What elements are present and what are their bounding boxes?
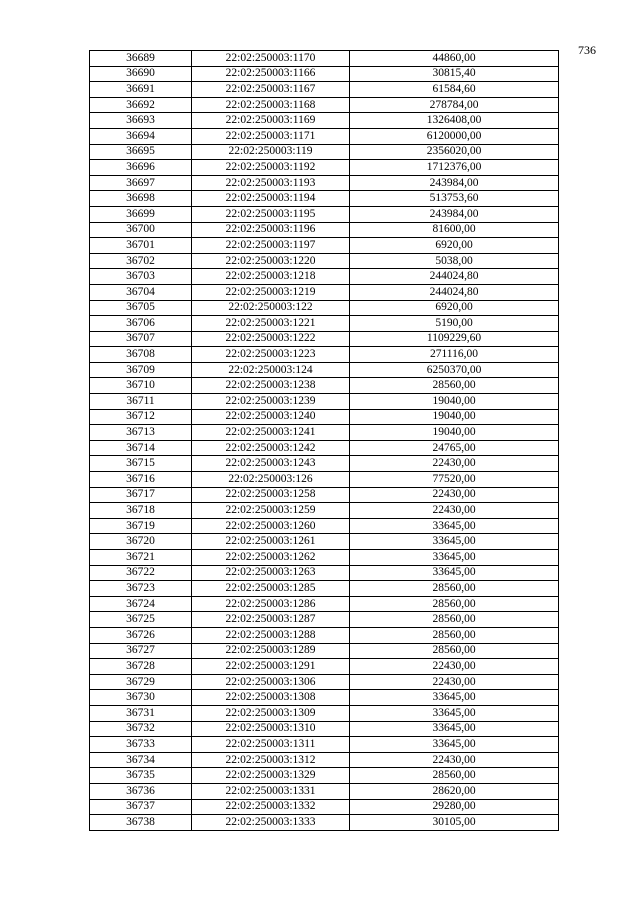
record-number-cell: 36726 — [90, 627, 192, 643]
table-row — [90, 737, 559, 753]
table-row — [90, 674, 559, 690]
record-number-cell: 36699 — [90, 206, 192, 222]
cadastral-value-cell: 6120000,00 — [350, 128, 559, 144]
record-number-cell: 36698 — [90, 191, 192, 207]
cadastral-number-cell: 22:02:250003:1291 — [192, 659, 350, 675]
record-number-cell: 36725 — [90, 612, 192, 628]
record-number-cell: 36735 — [90, 768, 192, 784]
cadastral-value-cell: 33645,00 — [350, 550, 559, 566]
cadastral-value-cell: 244024,80 — [350, 269, 559, 285]
record-number-cell: 36734 — [90, 752, 192, 768]
cadastral-number-cell: 22:02:250003:1219 — [192, 284, 350, 300]
cadastral-number-cell: 22:02:250003:1261 — [192, 534, 350, 550]
cadastral-number-cell: 22:02:250003:1242 — [192, 440, 350, 456]
table-row — [90, 550, 559, 566]
cadastral-value-cell: 2356020,00 — [350, 144, 559, 160]
record-number-cell: 36691 — [90, 82, 192, 98]
cadastral-value-cell: 19040,00 — [350, 409, 559, 425]
cadastral-value-cell: 6920,00 — [350, 300, 559, 316]
table-row — [90, 612, 559, 628]
cadastral-value-cell: 81600,00 — [350, 222, 559, 238]
table-row — [90, 160, 559, 176]
table-row — [90, 783, 559, 799]
cadastral-number-cell: 22:02:250003:119 — [192, 144, 350, 160]
table-row — [90, 362, 559, 378]
table-row — [90, 721, 559, 737]
page-number: 736 — [578, 43, 596, 57]
cadastral-value-cell: 28560,00 — [350, 612, 559, 628]
cadastral-number-cell: 22:02:250003:1221 — [192, 316, 350, 332]
cadastral-value-cell: 22430,00 — [350, 487, 559, 503]
cadastral-value-cell: 6920,00 — [350, 238, 559, 254]
record-number-cell: 36732 — [90, 721, 192, 737]
cadastral-value-cell: 28560,00 — [350, 643, 559, 659]
cadastral-number-cell: 22:02:250003:1289 — [192, 643, 350, 659]
cadastral-value-cell: 22430,00 — [350, 752, 559, 768]
cadastral-value-cell: 28620,00 — [350, 783, 559, 799]
cadastral-value-cell: 61584,60 — [350, 82, 559, 98]
table-row — [90, 222, 559, 238]
cadastral-value-cell: 22430,00 — [350, 503, 559, 519]
cadastral-number-cell: 22:02:250003:1169 — [192, 113, 350, 129]
record-number-cell: 36715 — [90, 456, 192, 472]
record-number-cell: 36729 — [90, 674, 192, 690]
cadastral-value-cell: 30105,00 — [350, 815, 559, 831]
cadastral-number-cell: 22:02:250003:1329 — [192, 768, 350, 784]
table-row — [90, 66, 559, 82]
table-row — [90, 269, 559, 285]
record-number-cell: 36696 — [90, 160, 192, 176]
cadastral-value-cell: 278784,00 — [350, 97, 559, 113]
record-number-cell: 36700 — [90, 222, 192, 238]
table-row — [90, 503, 559, 519]
cadastral-value-cell: 1326408,00 — [350, 113, 559, 129]
cadastral-value-cell: 244024,80 — [350, 284, 559, 300]
cadastral-number-cell: 22:02:250003:1332 — [192, 799, 350, 815]
record-number-cell: 36693 — [90, 113, 192, 129]
cadastral-number-cell: 22:02:250003:1220 — [192, 253, 350, 269]
table-row — [90, 705, 559, 721]
cadastral-number-cell: 22:02:250003:1258 — [192, 487, 350, 503]
record-number-cell: 36737 — [90, 799, 192, 815]
table-row — [90, 815, 559, 831]
table-row — [90, 51, 559, 67]
cadastral-value-cell: 28560,00 — [350, 596, 559, 612]
table-row — [90, 565, 559, 581]
table-row — [90, 643, 559, 659]
record-number-cell: 36727 — [90, 643, 192, 659]
cadastral-value-cell: 22430,00 — [350, 674, 559, 690]
table-row — [90, 97, 559, 113]
record-number-cell: 36709 — [90, 362, 192, 378]
record-number-cell: 36722 — [90, 565, 192, 581]
record-number-cell: 36707 — [90, 331, 192, 347]
table-row — [90, 799, 559, 815]
cadastral-value-cell: 33645,00 — [350, 518, 559, 534]
table-row — [90, 128, 559, 144]
cadastral-value-cell: 28560,00 — [350, 378, 559, 394]
table-row — [90, 331, 559, 347]
table-row — [90, 456, 559, 472]
cadastral-number-cell: 22:02:250003:1310 — [192, 721, 350, 737]
cadastral-number-cell: 22:02:250003:1331 — [192, 783, 350, 799]
cadastral-value-cell: 33645,00 — [350, 721, 559, 737]
record-number-cell: 36695 — [90, 144, 192, 160]
cadastral-number-cell: 22:02:250003:1197 — [192, 238, 350, 254]
record-number-cell: 36731 — [90, 705, 192, 721]
table-row — [90, 659, 559, 675]
record-number-cell: 36694 — [90, 128, 192, 144]
cadastral-number-cell: 22:02:250003:1192 — [192, 160, 350, 176]
cadastral-number-cell: 22:02:250003:1168 — [192, 97, 350, 113]
record-number-cell: 36711 — [90, 394, 192, 410]
record-number-cell: 36689 — [90, 51, 192, 67]
cadastral-value-cell: 5038,00 — [350, 253, 559, 269]
record-number-cell: 36701 — [90, 238, 192, 254]
cadastral-value-cell: 28560,00 — [350, 627, 559, 643]
registry-table — [89, 50, 559, 831]
cadastral-value-cell: 243984,00 — [350, 175, 559, 191]
cadastral-number-cell: 22:02:250003:1238 — [192, 378, 350, 394]
record-number-cell: 36719 — [90, 518, 192, 534]
cadastral-number-cell: 22:02:250003:1194 — [192, 191, 350, 207]
cadastral-value-cell: 33645,00 — [350, 534, 559, 550]
table-row — [90, 581, 559, 597]
cadastral-value-cell: 19040,00 — [350, 394, 559, 410]
record-number-cell: 36724 — [90, 596, 192, 612]
cadastral-number-cell: 22:02:250003:1243 — [192, 456, 350, 472]
cadastral-number-cell: 22:02:250003:1167 — [192, 82, 350, 98]
table-row — [90, 409, 559, 425]
cadastral-value-cell: 22430,00 — [350, 456, 559, 472]
cadastral-value-cell: 29280,00 — [350, 799, 559, 815]
table-row — [90, 518, 559, 534]
record-number-cell: 36706 — [90, 316, 192, 332]
cadastral-number-cell: 22:02:250003:126 — [192, 472, 350, 488]
cadastral-number-cell: 22:02:250003:1287 — [192, 612, 350, 628]
cadastral-number-cell: 22:02:250003:1195 — [192, 206, 350, 222]
table-row — [90, 690, 559, 706]
cadastral-value-cell: 30815,40 — [350, 66, 559, 82]
record-number-cell: 36697 — [90, 175, 192, 191]
record-number-cell: 36712 — [90, 409, 192, 425]
cadastral-number-cell: 22:02:250003:1166 — [192, 66, 350, 82]
cadastral-value-cell: 44860,00 — [350, 51, 559, 67]
table-row — [90, 284, 559, 300]
cadastral-value-cell: 28560,00 — [350, 768, 559, 784]
cadastral-number-cell: 22:02:250003:1309 — [192, 705, 350, 721]
record-number-cell: 36718 — [90, 503, 192, 519]
cadastral-value-cell: 1712376,00 — [350, 160, 559, 176]
record-number-cell: 36717 — [90, 487, 192, 503]
cadastral-value-cell: 19040,00 — [350, 425, 559, 441]
cadastral-number-cell: 22:02:250003:1312 — [192, 752, 350, 768]
cadastral-number-cell: 22:02:250003:1218 — [192, 269, 350, 285]
table-row — [90, 206, 559, 222]
cadastral-number-cell: 22:02:250003:1239 — [192, 394, 350, 410]
record-number-cell: 36703 — [90, 269, 192, 285]
record-number-cell: 36736 — [90, 783, 192, 799]
table-row — [90, 238, 559, 254]
cadastral-number-cell: 22:02:250003:1311 — [192, 737, 350, 753]
cadastral-value-cell: 77520,00 — [350, 472, 559, 488]
cadastral-value-cell: 243984,00 — [350, 206, 559, 222]
table-row — [90, 596, 559, 612]
cadastral-number-cell: 22:02:250003:1196 — [192, 222, 350, 238]
record-number-cell: 36710 — [90, 378, 192, 394]
table-row — [90, 752, 559, 768]
cadastral-number-cell: 22:02:250003:1240 — [192, 409, 350, 425]
cadastral-value-cell: 6250370,00 — [350, 362, 559, 378]
record-number-cell: 36730 — [90, 690, 192, 706]
cadastral-number-cell: 22:02:250003:1260 — [192, 518, 350, 534]
cadastral-value-cell: 24765,00 — [350, 440, 559, 456]
table-row — [90, 378, 559, 394]
table-row — [90, 394, 559, 410]
table-row — [90, 113, 559, 129]
cadastral-value-cell: 33645,00 — [350, 737, 559, 753]
cadastral-number-cell: 22:02:250003:1241 — [192, 425, 350, 441]
record-number-cell: 36721 — [90, 550, 192, 566]
cadastral-number-cell: 22:02:250003:1170 — [192, 51, 350, 67]
cadastral-number-cell: 22:02:250003:1308 — [192, 690, 350, 706]
table-row — [90, 191, 559, 207]
record-number-cell: 36702 — [90, 253, 192, 269]
table-row — [90, 82, 559, 98]
cadastral-number-cell: 22:02:250003:1285 — [192, 581, 350, 597]
cadastral-value-cell: 513753,60 — [350, 191, 559, 207]
record-number-cell: 36714 — [90, 440, 192, 456]
cadastral-number-cell: 22:02:250003:1193 — [192, 175, 350, 191]
registry-table-body — [90, 51, 559, 831]
table-row — [90, 534, 559, 550]
record-number-cell: 36692 — [90, 97, 192, 113]
table-row — [90, 347, 559, 363]
record-number-cell: 36713 — [90, 425, 192, 441]
cadastral-number-cell: 22:02:250003:1171 — [192, 128, 350, 144]
record-number-cell: 36690 — [90, 66, 192, 82]
table-row — [90, 440, 559, 456]
record-number-cell: 36733 — [90, 737, 192, 753]
table-row — [90, 316, 559, 332]
record-number-cell: 36738 — [90, 815, 192, 831]
cadastral-number-cell: 22:02:250003:1223 — [192, 347, 350, 363]
table-row — [90, 768, 559, 784]
cadastral-number-cell: 22:02:250003:124 — [192, 362, 350, 378]
cadastral-number-cell: 22:02:250003:1262 — [192, 550, 350, 566]
table-row — [90, 300, 559, 316]
table-row — [90, 627, 559, 643]
cadastral-value-cell: 1109229,60 — [350, 331, 559, 347]
table-row — [90, 144, 559, 160]
cadastral-value-cell: 271116,00 — [350, 347, 559, 363]
record-number-cell: 36728 — [90, 659, 192, 675]
record-number-cell: 36723 — [90, 581, 192, 597]
table-row — [90, 253, 559, 269]
cadastral-number-cell: 22:02:250003:1263 — [192, 565, 350, 581]
cadastral-number-cell: 22:02:250003:1306 — [192, 674, 350, 690]
record-number-cell: 36705 — [90, 300, 192, 316]
record-number-cell: 36720 — [90, 534, 192, 550]
cadastral-number-cell: 22:02:250003:1222 — [192, 331, 350, 347]
cadastral-value-cell: 22430,00 — [350, 659, 559, 675]
cadastral-number-cell: 22:02:250003:122 — [192, 300, 350, 316]
record-number-cell: 36704 — [90, 284, 192, 300]
cadastral-value-cell: 5190,00 — [350, 316, 559, 332]
table-row — [90, 472, 559, 488]
record-number-cell: 36708 — [90, 347, 192, 363]
table-row — [90, 425, 559, 441]
cadastral-value-cell: 33645,00 — [350, 690, 559, 706]
record-number-cell: 36716 — [90, 472, 192, 488]
cadastral-number-cell: 22:02:250003:1333 — [192, 815, 350, 831]
cadastral-number-cell: 22:02:250003:1288 — [192, 627, 350, 643]
cadastral-number-cell: 22:02:250003:1259 — [192, 503, 350, 519]
cadastral-number-cell: 22:02:250003:1286 — [192, 596, 350, 612]
table-row — [90, 487, 559, 503]
cadastral-value-cell: 33645,00 — [350, 705, 559, 721]
cadastral-value-cell: 33645,00 — [350, 565, 559, 581]
cadastral-value-cell: 28560,00 — [350, 581, 559, 597]
table-row — [90, 175, 559, 191]
